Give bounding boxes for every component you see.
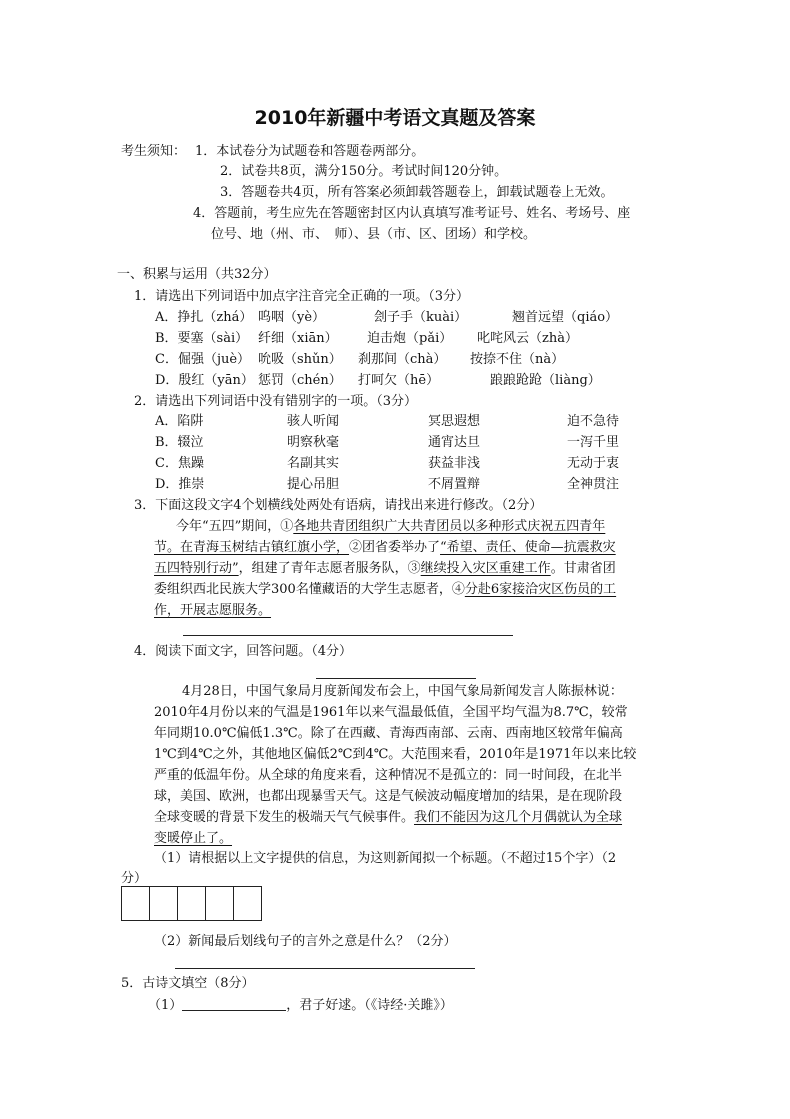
q4-sub1: （1）请根据以上文字提供的信息，为这则新闻拟一个标题。（不超过15个字）（2	[154, 851, 617, 866]
q5-item-1	[148, 996, 453, 1015]
q3-underlined-4: 作，开展志愿服务。	[154, 603, 272, 618]
q4-passage-line: 年同期10.0℃偏低1.3℃。除了在西藏、青海西南部、云南、西南地区较常年偏高	[154, 726, 623, 741]
q4-sub2-answer-line[interactable]	[175, 968, 475, 969]
q2-option-c-1: C．焦躁	[155, 456, 204, 471]
q1-option-b-1: B．要塞（sài）	[155, 331, 249, 346]
q2-option-b-1: B．辍泣	[155, 435, 204, 450]
q3-text: 今年“五四”期间，①	[176, 519, 294, 534]
q3-underlined-2: 五四特别行动”	[154, 561, 239, 576]
q3-underlined-2: “希望、责任、使命—抗震救灾	[440, 540, 616, 555]
q1-option-b-4: 叱咤风云（zhà）	[477, 331, 578, 346]
notice-item-1: 1．本试卷分为试题卷和答题卷两部分。	[195, 144, 425, 159]
notice-item-4-cont: 位号、地（州、市、 师）、县（市、区、团场）和学校。	[211, 227, 537, 242]
q4-passage-line: 4月28日，中国气象局月度新闻发布会上，中国气象局新闻发言人陈振林说：	[182, 684, 623, 699]
q3-answer-line[interactable]	[183, 635, 513, 636]
q2-stem: 2．请选出下列词语中没有错别字的一项。（3分）	[134, 394, 418, 409]
q1-stem: 1．请选出下列词语中加点字注音完全正确的一项。（3分）	[134, 289, 470, 304]
q1-option-a-1: A．挣扎（zhá）	[155, 310, 253, 325]
q4-passage-line	[154, 830, 232, 848]
q2-option-c-4: 无动于衷	[567, 456, 620, 471]
q2-option-d-2: 提心吊胆	[287, 477, 340, 492]
q3-underlined-1: 节。在青海玉树结古镇红旗小学，	[154, 540, 350, 555]
answer-box[interactable]	[233, 886, 262, 921]
q4-passage-line: 严重的低温年份。从全球的角度来看，这种情况不是孤立的：同一时间段，在北半	[154, 768, 623, 783]
q1-option-a-3: 刽子手（kuài）	[374, 310, 468, 325]
answer-box[interactable]	[205, 886, 234, 921]
q1-option-a-4: 翘首远望（qiáo）	[512, 310, 619, 325]
q3-underlined-3: 继续投入灾区重建工作	[420, 561, 551, 576]
q4-passage-line: 全球变暖的背景下发生的极端天气气候事件。我们不能因为这几个月偶就认为全球	[154, 810, 623, 825]
q3-line	[154, 581, 616, 599]
q3-text: 。甘肃省团	[550, 561, 616, 576]
q5-stem: 5．古诗文填空（8分）	[121, 976, 255, 991]
q4-separator-line	[316, 678, 476, 679]
q4-passage-line: 1℃到4℃之外，其他地区偏低2℃到4℃。大范围来看，2010年是1971年以来比较	[154, 747, 637, 762]
q1-option-c-2: 吮吸（shǔn）	[258, 352, 342, 367]
q1-option-b-3: 迫击炮（pǎi）	[367, 331, 453, 346]
q1-option-d-4: 踉踉跄跄（liàng）	[490, 373, 601, 388]
q1-option-c-4: 按捺不住（nà）	[470, 352, 565, 367]
q2-option-b-2: 明察秋毫	[287, 435, 340, 450]
q2-option-a-4: 迫不急待	[567, 414, 620, 429]
q2-option-a-1: A．陷阱	[155, 414, 204, 429]
q4-sub1-cont: 分）	[121, 871, 148, 886]
q3-underlined-1: 各地共青团组织广大共青团员以多种形式庆祝五四青年	[293, 519, 606, 534]
answer-box[interactable]	[149, 886, 178, 921]
q2-option-d-3: 不屑置辩	[428, 477, 481, 492]
q5-item-1-number: （1）	[148, 998, 183, 1013]
q5-item-1-blank[interactable]	[182, 996, 286, 1011]
q2-option-c-2: 名副其实	[287, 456, 340, 471]
q1-option-b-2: 纤细（xiān）	[258, 331, 338, 346]
q4-underlined-sentence: 我们不能因为这几个月偶就认为全球	[414, 810, 623, 825]
notice-item-3: 3．答题卷共4页，所有答案必须卸载答题卷上，卸载试题卷上无效。	[220, 185, 614, 200]
q2-option-d-1: D．推崇	[155, 477, 205, 492]
answer-boxes[interactable]	[121, 886, 262, 921]
q2-option-c-3: 获益非浅	[428, 456, 481, 471]
notice-item-4: 4．答题前，考生应先在答题密封区内认真填写准考证号、姓名、考场号、座	[193, 206, 631, 221]
q3-underlined-4: 分赴6家接洽灾区伤员的工	[464, 582, 617, 597]
notice-label: 考生须知：	[121, 144, 187, 159]
section-heading: 一、积累与运用（共32分）	[117, 267, 277, 282]
q3-text: ，组建了青年志愿者服务队，③	[238, 561, 421, 576]
q4-passage-line: 球，美国、欧洲，也都出现暴雪天气。这是气候波动幅度增加的结果，是在现阶段	[154, 789, 623, 804]
answer-box[interactable]	[121, 886, 150, 921]
q3-stem: 3．下面这段文字4个划横线处两处有语病，请找出来进行修改。（2分）	[134, 498, 543, 513]
q5-item-1-text: ，君子好逑。（《诗经·关雎》）	[286, 998, 453, 1013]
q4-underlined-sentence: 变暖停止了。	[154, 831, 233, 846]
q2-option-b-4: 一泻千里	[567, 435, 620, 450]
q2-option-a-3: 冥思遐想	[428, 414, 481, 429]
q2-option-b-3: 通宵达旦	[428, 435, 481, 450]
answer-box[interactable]	[177, 886, 206, 921]
q1-option-d-2: 惩罚（chén）	[258, 373, 342, 388]
q3-line	[154, 602, 271, 620]
q3-line	[154, 560, 616, 578]
q2-option-a-2: 骇人听闻	[287, 414, 340, 429]
q1-option-c-3: 刹那间（chà）	[358, 352, 447, 367]
q1-option-a-2: 呜咽（yè）	[258, 310, 326, 325]
q3-text: 委组织西北民族大学300名懂藏语的大学生志愿者，④	[154, 582, 465, 597]
q4-stem: 4．阅读下面文字，回答问题。（4分）	[134, 644, 353, 659]
q4-passage-line: 2010年4月份以来的气温是1961年以来气温最低值，全国平均气温为8.7℃，较常	[154, 705, 628, 720]
page-title: 2010年新疆中考语文真题及答案	[254, 107, 536, 129]
q3-text: ②团省委举办了	[349, 540, 441, 555]
q1-option-d-3: 打呵欠（hē）	[358, 373, 440, 388]
q3-line	[154, 539, 616, 557]
notice-item-2: 2．试卷共8页，满分150分。考试时间120分钟。	[220, 164, 508, 179]
q3-line	[176, 518, 605, 536]
q2-option-d-4: 全神贯注	[567, 477, 620, 492]
q1-option-c-1: C．倔强（juè）	[155, 352, 251, 367]
q4-sub2: （2）新闻最后划线句子的言外之意是什么？（2分）	[154, 934, 457, 949]
q1-option-d-1: D．殷红（yān）	[155, 373, 254, 388]
